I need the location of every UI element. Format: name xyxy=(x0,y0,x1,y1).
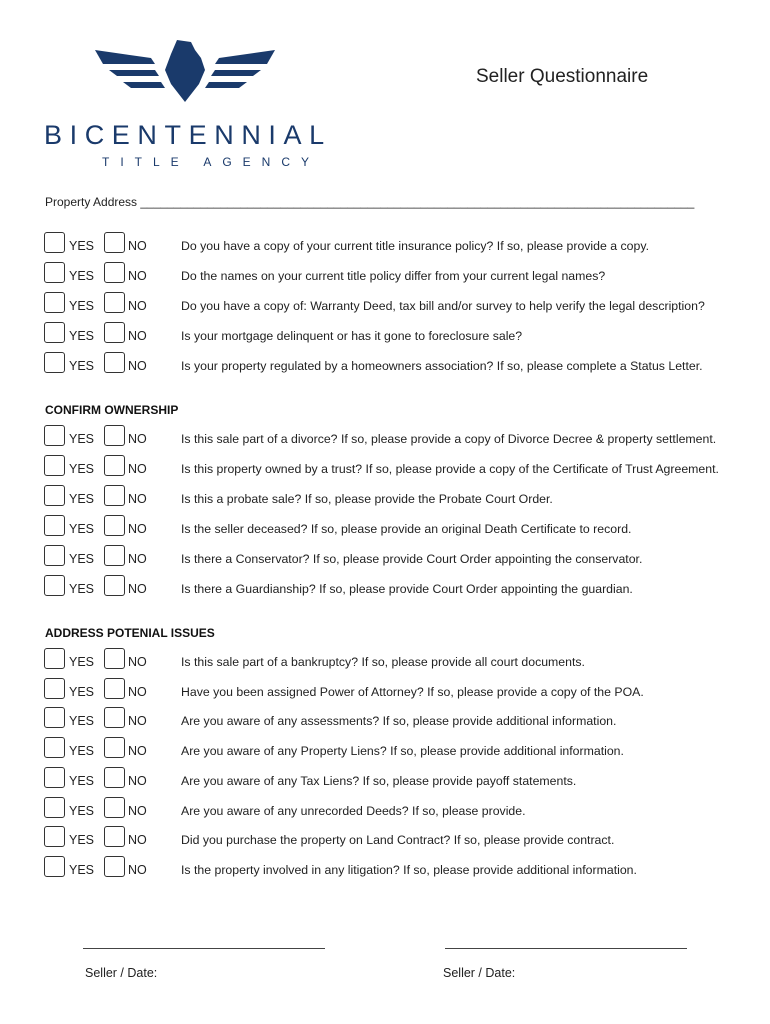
question-row xyxy=(40,515,760,541)
no-checkbox[interactable] xyxy=(104,292,125,313)
yes-label: YES xyxy=(69,655,95,669)
company-name: BICENTENNIAL xyxy=(44,120,332,150)
no-checkbox[interactable] xyxy=(104,856,125,877)
yes-label: YES xyxy=(69,714,95,729)
company-subtitle: TITLE AGENCY xyxy=(102,155,321,169)
yes-checkbox[interactable] xyxy=(44,707,65,728)
no-label: NO xyxy=(128,773,147,788)
yes-checkbox[interactable] xyxy=(44,425,65,446)
yes-checkbox[interactable] xyxy=(44,292,65,313)
question-row xyxy=(40,826,760,852)
yes-label: YES xyxy=(69,239,95,253)
question-text: Is your mortgage delinquent or has it gone to foreclosure sale? xyxy=(181,329,523,343)
yes-label: YES xyxy=(69,773,95,788)
question-row xyxy=(40,737,760,763)
no-label: NO xyxy=(128,462,147,476)
question-text: Are you aware of any unrecorded Deeds? If so, please provide. xyxy=(181,803,526,818)
no-checkbox[interactable] xyxy=(104,678,125,699)
yes-checkbox[interactable] xyxy=(44,678,65,699)
question-text: Is your property regulated by a homeowners association? If so, please complete a Status Letter. xyxy=(181,359,703,373)
question-text: Is there a Conservator? If so, please provide Court Order appointing the conservator. xyxy=(181,552,643,566)
yes-checkbox[interactable] xyxy=(44,648,65,669)
question-row xyxy=(40,707,760,733)
no-label: NO xyxy=(128,269,147,283)
yes-label: YES xyxy=(69,462,95,476)
no-checkbox[interactable] xyxy=(104,352,125,373)
yes-checkbox[interactable] xyxy=(44,322,65,343)
question-text: Do you have a copy of: Warranty Deed, tax bill and/or survey to help verify the legal description? xyxy=(181,299,705,313)
yes-label: YES xyxy=(69,329,95,343)
yes-checkbox[interactable] xyxy=(44,826,65,847)
section-heading-confirm-ownership: CONFIRM OWNERSHIP xyxy=(45,403,179,417)
question-row xyxy=(40,678,760,704)
signature-label-right: Seller / Date: xyxy=(443,966,516,980)
question-row xyxy=(40,648,760,674)
question-row xyxy=(40,232,760,258)
question-row xyxy=(40,292,760,318)
question-text: Are you aware of any Tax Liens? If so, please provide payoff statements. xyxy=(181,773,577,788)
yes-label: YES xyxy=(69,432,95,446)
section-heading-address-issues: ADDRESS POTENIAL ISSUES xyxy=(45,626,215,640)
question-text: Is this sale part of a divorce? If so, please provide a copy of Divorce Decree & property settlement. xyxy=(181,432,717,446)
question-row xyxy=(40,425,760,451)
no-checkbox[interactable] xyxy=(104,455,125,476)
yes-checkbox[interactable] xyxy=(44,455,65,476)
signature-line-right[interactable] xyxy=(445,948,687,949)
no-label: NO xyxy=(128,582,147,596)
question-row xyxy=(40,485,760,511)
no-checkbox[interactable] xyxy=(104,797,125,818)
eagle-logo-icon xyxy=(95,40,275,108)
company-logo xyxy=(40,40,340,175)
yes-checkbox[interactable] xyxy=(44,575,65,596)
question-row xyxy=(40,797,760,823)
yes-label: YES xyxy=(69,582,95,596)
yes-label: YES xyxy=(69,522,95,536)
yes-checkbox[interactable] xyxy=(44,485,65,506)
signature-line-left[interactable] xyxy=(83,948,325,949)
no-label: NO xyxy=(128,329,147,343)
yes-checkbox[interactable] xyxy=(44,515,65,536)
yes-label: YES xyxy=(69,833,95,848)
no-checkbox[interactable] xyxy=(104,767,125,788)
yes-checkbox[interactable] xyxy=(44,767,65,788)
yes-label: YES xyxy=(69,492,95,506)
question-row xyxy=(40,455,760,481)
no-label: NO xyxy=(128,299,147,313)
yes-label: YES xyxy=(69,862,95,877)
question-text: Is this a probate sale? If so, please provide the Probate Court Order. xyxy=(181,492,553,506)
question-text: Is the property involved in any litigation? If so, please provide additional information. xyxy=(181,862,637,877)
yes-label: YES xyxy=(69,744,95,759)
question-row xyxy=(40,575,760,601)
no-label: NO xyxy=(128,522,147,536)
question-row xyxy=(40,545,760,571)
no-checkbox[interactable] xyxy=(104,232,125,253)
question-text: Is there a Guardianship? If so, please provide Court Order appointing the guardian. xyxy=(181,582,633,596)
yes-label: YES xyxy=(69,359,95,373)
question-text: Did you purchase the property on Land Contract? If so, please provide contract. xyxy=(181,833,615,848)
question-text: Is this sale part of a bankruptcy? If so, please provide all court documents. xyxy=(181,655,585,669)
no-checkbox[interactable] xyxy=(104,826,125,847)
no-checkbox[interactable] xyxy=(104,425,125,446)
yes-label: YES xyxy=(69,552,95,566)
yes-label: YES xyxy=(69,299,95,313)
question-row xyxy=(40,352,760,378)
no-checkbox[interactable] xyxy=(104,485,125,506)
no-checkbox[interactable] xyxy=(104,515,125,536)
no-label: NO xyxy=(128,432,147,446)
signature-label-left: Seller / Date: xyxy=(85,966,158,980)
no-label: NO xyxy=(128,552,147,566)
yes-label: YES xyxy=(69,803,95,818)
no-label: NO xyxy=(128,492,147,506)
question-row xyxy=(40,767,760,793)
yes-label: YES xyxy=(69,684,95,699)
yes-checkbox[interactable] xyxy=(44,797,65,818)
no-checkbox[interactable] xyxy=(104,737,125,758)
no-label: NO xyxy=(128,239,147,253)
no-checkbox[interactable] xyxy=(104,262,125,283)
property-address-label: Property Address ___________________________________________________________________________________ xyxy=(45,195,695,209)
yes-checkbox[interactable] xyxy=(44,262,65,283)
no-checkbox[interactable] xyxy=(104,322,125,343)
no-label: NO xyxy=(128,655,147,669)
no-label: NO xyxy=(128,803,147,818)
question-text: Are you aware of any assessments? If so, please provide additional information. xyxy=(181,714,617,729)
no-label: NO xyxy=(128,744,147,759)
question-text: Is this property owned by a trust? If so, please provide a copy of the Certificate of Trust Agreement. xyxy=(181,462,719,476)
question-text: Do the names on your current title policy differ from your current legal names? xyxy=(181,269,606,283)
question-text: Have you been assigned Power of Attorney? If so, please provide a copy of the POA. xyxy=(181,684,644,699)
yes-checkbox[interactable] xyxy=(44,352,65,373)
no-label: NO xyxy=(128,833,147,848)
question-text: Do you have a copy of your current title insurance policy? If so, please provide a copy. xyxy=(181,239,649,253)
no-label: NO xyxy=(128,684,147,699)
no-checkbox[interactable] xyxy=(104,707,125,728)
question-row xyxy=(40,322,760,348)
no-label: NO xyxy=(128,714,147,729)
yes-checkbox[interactable] xyxy=(44,545,65,566)
yes-checkbox[interactable] xyxy=(44,856,65,877)
yes-checkbox[interactable] xyxy=(44,737,65,758)
yes-label: YES xyxy=(69,269,95,283)
no-label: NO xyxy=(128,359,147,373)
question-text: Is the seller deceased? If so, please provide an original Death Certificate to record. xyxy=(181,522,632,536)
yes-checkbox[interactable] xyxy=(44,232,65,253)
question-row xyxy=(40,262,760,288)
question-row xyxy=(40,856,760,882)
question-text: Are you aware of any Property Liens? If so, please provide additional information. xyxy=(181,744,624,759)
no-checkbox[interactable] xyxy=(104,648,125,669)
page-title: Seller Questionnaire xyxy=(476,66,649,87)
no-checkbox[interactable] xyxy=(104,575,125,596)
no-label: NO xyxy=(128,862,147,877)
no-checkbox[interactable] xyxy=(104,545,125,566)
